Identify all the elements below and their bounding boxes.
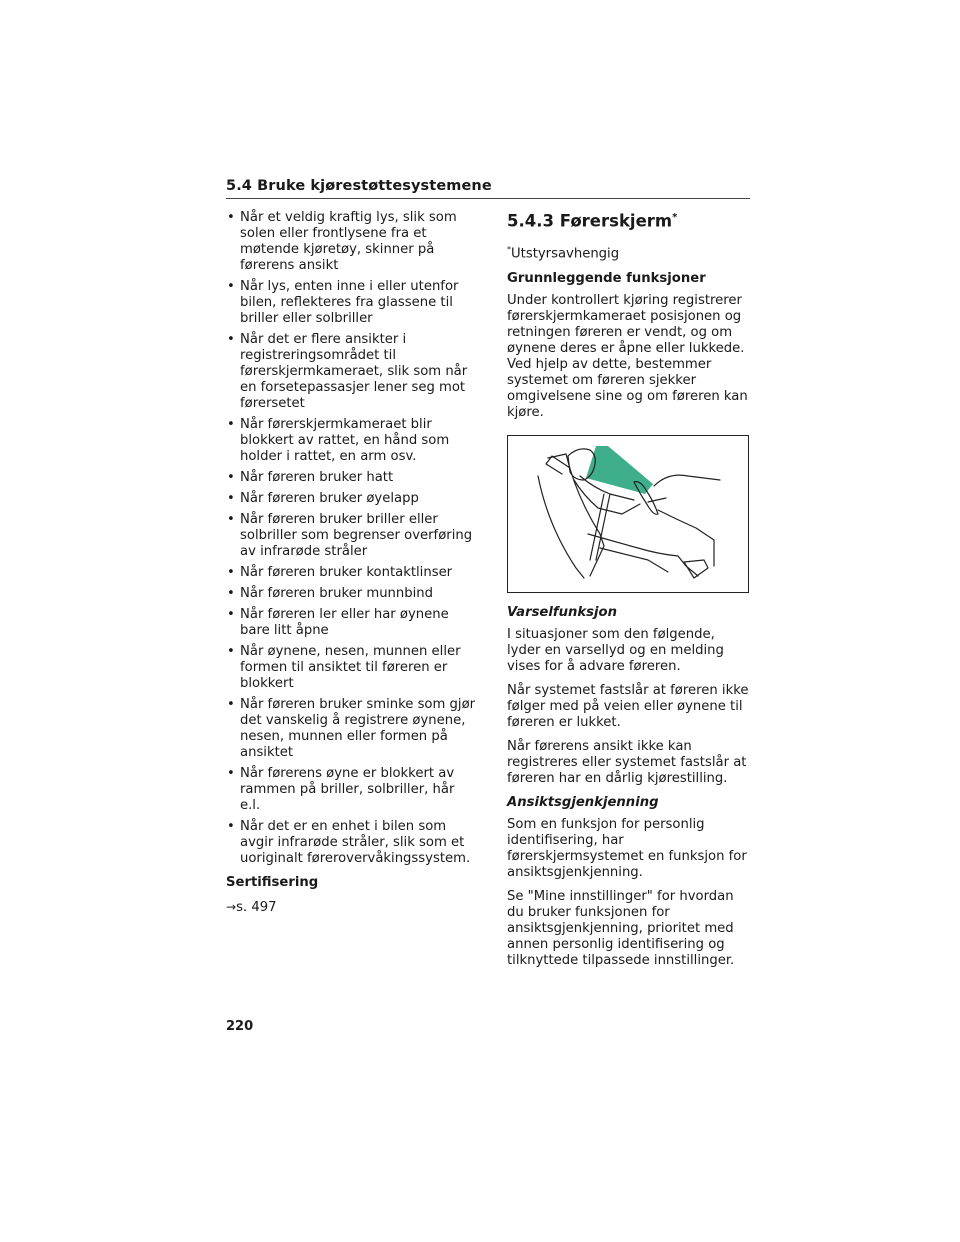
bullet-icon: • xyxy=(227,512,235,527)
section-divider xyxy=(226,198,750,199)
asterisk-mark: * xyxy=(507,244,511,254)
bullet-icon: • xyxy=(227,279,235,294)
equipment-note-text: Utstyrsavhengig xyxy=(511,245,620,261)
condition-item xyxy=(226,586,476,602)
bullet-icon: • xyxy=(227,491,235,506)
condition-text: Når føreren bruker munnbind xyxy=(240,586,434,601)
bullet-icon: • xyxy=(227,766,235,781)
condition-text: Når førerskjermkameraet blir blokkert av rattet, en hånd som holder i rattet, en arm osv. xyxy=(240,417,450,464)
asterisk-mark: * xyxy=(672,212,678,223)
bullet-icon: • xyxy=(227,819,235,834)
chapter-title-text: 5.4.3 Førerskjerm xyxy=(507,211,673,231)
face-recognition-heading: Ansiktsgjenkjenning xyxy=(507,794,659,810)
face-recognition-paragraph-1: Som en funksjon for personlig identifisering, har førerskjermsystemet en funksjon for ansiktsgjenkjenning. xyxy=(507,816,747,880)
bullet-icon: • xyxy=(227,565,235,580)
arrow-right-icon: → xyxy=(226,900,237,914)
chapter-title xyxy=(507,208,752,232)
bullet-icon: • xyxy=(227,697,235,712)
warning-paragraph-1: I situasjoner som den følgende, lyder en varsellyd og en melding vises for å advare føreren. xyxy=(507,626,724,674)
certification-heading: Sertifisering xyxy=(226,875,319,890)
condition-item xyxy=(226,644,476,692)
condition-text: Når et veldig kraftig lys, slik som solen eller frontlysene fra et møtende kjøretøy, skinner på førerens ansikt xyxy=(240,210,457,273)
condition-item xyxy=(226,491,476,507)
condition-item xyxy=(226,470,476,486)
dashboard-icon xyxy=(654,475,720,486)
driver-leg-icon xyxy=(588,534,698,576)
condition-item xyxy=(226,607,476,639)
condition-item xyxy=(226,332,476,412)
condition-item xyxy=(226,819,476,867)
warning-function-heading: Varselfunksjon xyxy=(507,604,618,620)
condition-item xyxy=(226,512,476,560)
section-header: 5.4 Bruke kjørestøttesystemene xyxy=(226,178,492,194)
page-reference-link[interactable]: s. 497 xyxy=(236,900,277,915)
condition-text: Når det er en enhet i bilen som avgir infrarøde stråler, slik som et uoriginalt føreroverv​åkingssystem. xyxy=(240,819,471,866)
condition-text: Når føreren bruker sminke som gjør det vanskelig å registrere øynene, nesen, munnen eller formen på ansiktet xyxy=(240,697,476,760)
bullet-icon: • xyxy=(227,586,235,601)
condition-text: Når føreren bruker øyelapp xyxy=(240,491,419,506)
condition-item xyxy=(226,279,476,327)
condition-list xyxy=(226,210,476,867)
condition-item xyxy=(226,697,476,761)
certification-reference[interactable] xyxy=(226,899,476,916)
condition-item xyxy=(226,766,476,814)
basic-functions-heading: Grunnleggende funksjoner xyxy=(507,270,706,286)
condition-item xyxy=(226,565,476,581)
page-number: 220 xyxy=(226,1019,254,1034)
condition-text: Når føreren bruker hatt xyxy=(240,470,394,485)
condition-text: Når lys, enten inne i eller utenfor bilen, reflekteres fra glassene til briller eller solbriller xyxy=(240,279,459,326)
driver-camera-drawing xyxy=(508,436,748,592)
left-column xyxy=(226,210,476,916)
condition-text: Når føreren ler eller har øynene bare litt åpne xyxy=(240,607,449,638)
condition-text: Når føreren bruker briller eller solbriller som begrenser overføring av infrarøde stråler xyxy=(240,512,473,559)
warning-paragraph-2: Når systemet fastslår at føreren ikke følger med på veien eller øynene til føreren er lukket. xyxy=(507,682,749,730)
condition-text: Når føreren bruker kontaktlinser xyxy=(240,565,453,580)
bullet-icon: • xyxy=(227,332,235,347)
condition-item xyxy=(226,210,476,274)
condition-text: Når det er flere ansikter i registreringsområdet til førerskjermkameraet, slik som når en forsetepassasjer lener seg mot førersetet xyxy=(240,332,468,411)
driver-monitor-illustration xyxy=(507,435,749,593)
basic-functions-text: Under kontrollert kjøring registrerer førerskjermkameraet posisjonen og retningen føreren er vendt, og om øynene deres er åpne eller lukkede. Ved hjelp av dette, bestemmer systemet om føreren sjekker omgivelsene sine og om føreren kan kjøre. xyxy=(507,292,748,420)
warning-paragraph-3: Når førerens ansikt ikke kan registreres eller systemet fastslår at føreren har en dårlig kjørestilling. xyxy=(507,738,747,786)
bullet-icon: • xyxy=(227,607,235,622)
equipment-note xyxy=(507,242,752,262)
bullet-icon: • xyxy=(227,417,235,432)
condition-text: Når førerens øyne er blokkert av rammen på briller, solbriller, hår e.l. xyxy=(240,766,455,813)
condition-text: Når øynene, nesen, munnen eller formen til ansiktet til føreren er blokkert xyxy=(240,644,461,691)
bullet-icon: • xyxy=(227,210,235,225)
face-recognition-paragraph-2: Se "Mine innstillinger" for hvordan du bruker funksjonen for ansiktsgjenkjenning, prioritet med annen personlig identifisering og tilknyttede tilpassede innstillinger. xyxy=(507,888,735,968)
bullet-icon: • xyxy=(227,644,235,659)
bullet-icon: • xyxy=(227,470,235,485)
right-column xyxy=(507,208,752,977)
condition-item xyxy=(226,417,476,465)
